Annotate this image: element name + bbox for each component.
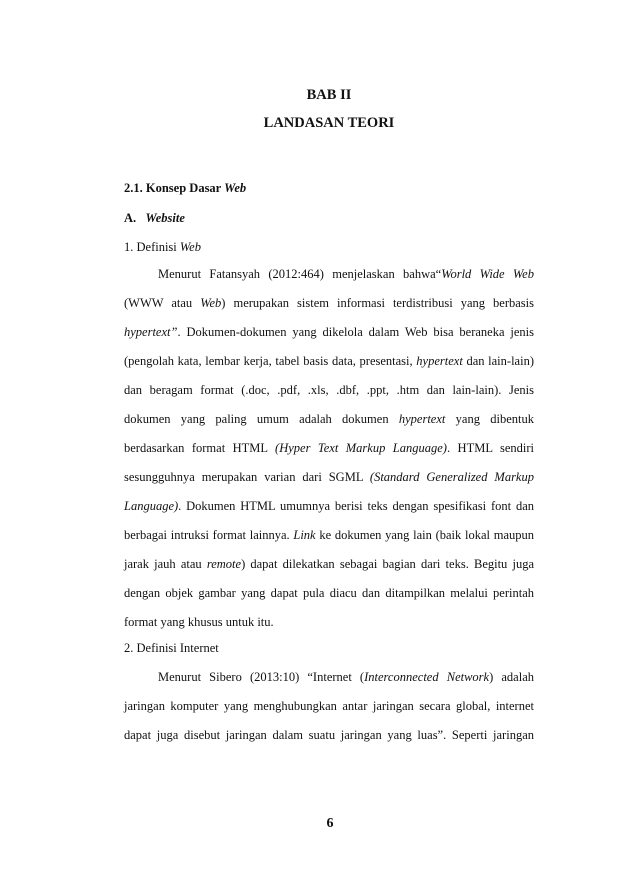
text-line: (pengolah kata, lembar kerja, tabel basis data, presentasi, hypertext dan lain-lain)	[124, 354, 534, 368]
subsection-heading: A. Website	[124, 211, 185, 225]
text-line: Menurut Sibero (2013:10) “Internet (Interconnected Network) adalah	[158, 670, 535, 684]
item1-heading: 1. Definisi Web	[124, 240, 201, 254]
text-line: jarak jauh atau remote) dapat dilekatkan sebagai bagian dari teks. Begitu juga	[124, 557, 534, 571]
text-line: dokumen yang paling umum adalah dokumen hypertext yang dibentuk	[124, 412, 534, 426]
text-line: berdasarkan format HTML (Hyper Text Markup Language). HTML sendiri	[124, 441, 534, 455]
text-line: format yang khusus untuk itu.	[124, 615, 274, 629]
text-line: sesungguhnya merupakan varian dari SGML (Standard Generalized Markup	[124, 470, 534, 484]
chapter-number: BAB II	[306, 87, 352, 103]
section-heading: 2.1. Konsep Dasar Web	[124, 181, 247, 195]
text-line: dapat juga disebut jaringan dalam suatu jaringan yang luas”. Seperti jaringan	[124, 728, 534, 742]
item2-heading: 2. Definisi Internet	[124, 641, 219, 655]
text-line: berbagai intruksi format lainnya. Link ke dokumen yang lain (baik lokal maupun	[124, 528, 534, 542]
text-line: (WWW atau Web) merupakan sistem informasi terdistribusi yang berbasis	[124, 296, 534, 310]
text-line: hypertext”. Dokumen-dokumen yang dikelola dalam Web bisa beraneka jenis	[124, 325, 534, 339]
text-line: Menurut Fatansyah (2012:464) menjelaskan bahwa“World Wide Web	[158, 267, 534, 281]
page-number: 6	[326, 816, 334, 831]
text-line: jaringan komputer yang menghubungkan antar jaringan secara global, internet	[124, 699, 534, 713]
text-line: Language). Dokumen HTML umumnya berisi teks dengan spesifikasi font dan	[124, 499, 534, 513]
text-line: dengan objek gambar yang dapat pula diacu dan ditampilkan melalui perintah	[124, 586, 534, 600]
text-line: dan beragam format (.doc, .pdf, .xls, .dbf, .ppt, .htm dan lain-lain). Jenis	[124, 383, 534, 397]
chapter-title: LANDASAN TEORI	[263, 115, 395, 131]
